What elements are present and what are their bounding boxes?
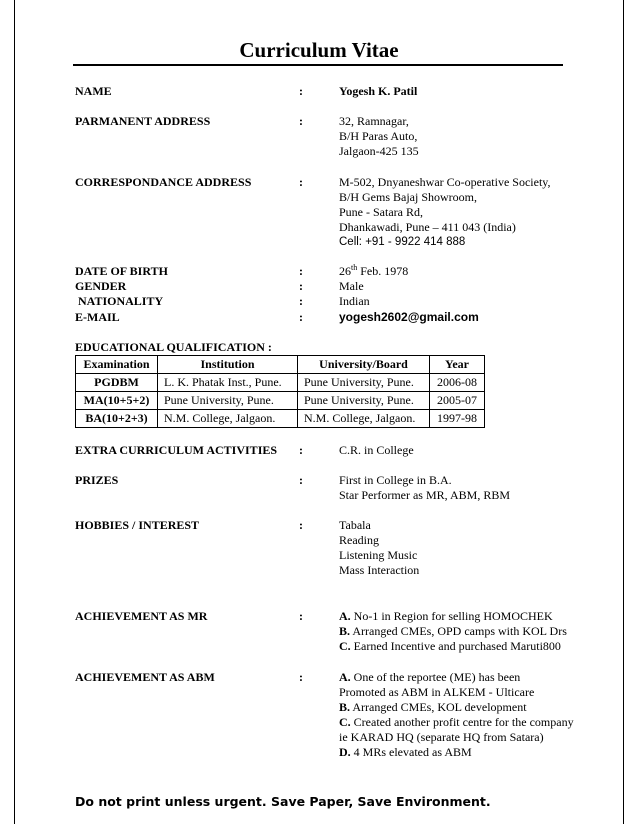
colon: :: [299, 443, 303, 457]
hobbies-value: [339, 518, 419, 578]
table-cell: Pune University, Pune.: [298, 392, 430, 410]
achievement-line: [339, 685, 574, 700]
achievement-abm-label: ACHIEVEMENT AS ABM: [75, 670, 215, 684]
achievement-mr-label: ACHIEVEMENT AS MR: [75, 609, 208, 623]
name-label: NAME: [75, 84, 112, 98]
address-line: Jalgaon-425 135: [339, 144, 419, 158]
hobby-line: Tabala: [339, 518, 371, 532]
table-cell: Pune University, Pune.: [158, 392, 298, 410]
table-cell: N.M. College, Jalgaon.: [158, 410, 298, 428]
email-label: E-MAIL: [75, 310, 120, 324]
achievement-line: [339, 745, 574, 760]
table-header-row: [76, 356, 485, 374]
colon: :: [299, 473, 303, 487]
prize-line: First in College in B.A.: [339, 473, 452, 487]
hobby-line: Reading: [339, 533, 379, 547]
item-prefix: C.: [339, 639, 351, 653]
dob-rest: Feb. 1978: [357, 264, 409, 278]
table-cell: 2005-07: [430, 392, 485, 410]
achievement-line: [339, 670, 574, 685]
item-text: Created another profit centre for the company: [350, 715, 574, 729]
table-row: [76, 374, 485, 392]
extra-curricular-value: C.R. in College: [339, 443, 414, 457]
dob-suffix: th: [351, 263, 358, 272]
item-prefix: B.: [339, 700, 351, 714]
dob-value: [339, 264, 408, 279]
address-line: 32, Ramnagar,: [339, 114, 409, 128]
cv-page: [14, 0, 624, 824]
achievement-line: [339, 624, 567, 639]
item-prefix: B.: [339, 624, 351, 638]
gender-label: GENDER: [75, 279, 127, 293]
name-value: Yogesh K. Patil: [339, 84, 418, 98]
table-cell: BA(10+2+3): [76, 410, 158, 428]
item-text: Arranged CMEs, KOL development: [350, 700, 527, 714]
table-cell: 1997-98: [430, 410, 485, 428]
achievement-line: [339, 639, 567, 654]
address-line: M-502, Dnyaneshwar Co-operative Society,: [339, 175, 551, 189]
table-row: [76, 392, 485, 410]
table-cell: N.M. College, Jalgaon.: [298, 410, 430, 428]
nationality-value: Indian: [339, 294, 370, 308]
item-prefix: D.: [339, 745, 351, 759]
colon: :: [299, 84, 303, 98]
item-text: 4 MRs elevated as ABM: [350, 745, 472, 759]
hobby-line: Listening Music: [339, 548, 418, 562]
colon: :: [299, 294, 303, 308]
correspondence-address-value: [339, 175, 551, 250]
colon: :: [299, 310, 303, 324]
item-text: One of the reportee (ME) has been: [350, 670, 521, 684]
column-header: Year: [430, 356, 485, 374]
item-text: ie KARAD HQ (separate HQ from Satara): [339, 730, 544, 744]
table-cell: L. K. Phatak Inst., Pune.: [158, 374, 298, 392]
table-row: [76, 410, 485, 428]
dob-day: 26: [339, 264, 351, 278]
page-title: Curriculum Vitae: [239, 38, 399, 62]
permanent-address-label: PARMANENT ADDRESS: [75, 114, 211, 128]
cell-number: Cell: +91 - 9922 414 888: [339, 236, 466, 248]
item-text: Promoted as ABM in ALKEM - Ulticare: [339, 685, 535, 699]
prize-line: Star Performer as MR, ABM, RBM: [339, 488, 510, 502]
gender-value: Male: [339, 279, 364, 293]
title-underline: [73, 64, 563, 66]
hobby-line: Mass Interaction: [339, 563, 420, 577]
achievement-mr-value: [339, 609, 567, 654]
colon: :: [299, 114, 303, 128]
table-cell: MA(10+5+2): [76, 392, 158, 410]
item-text: Arranged CMEs, OPD camps with KOL Drs: [350, 624, 567, 638]
address-line: Dhankawadi, Pune – 411 043 (India): [339, 220, 516, 234]
education-table: [75, 355, 485, 428]
achievement-line: [339, 609, 567, 624]
address-line: B/H Paras Auto,: [339, 129, 418, 143]
column-header: Institution: [158, 356, 298, 374]
nationality-label: NATIONALITY: [75, 294, 164, 308]
education-heading: EDUCATIONAL QUALIFICATION :: [75, 340, 272, 354]
address-line: B/H Gems Bajaj Showroom,: [339, 190, 477, 204]
prizes-value: [339, 473, 510, 503]
colon: :: [299, 279, 303, 293]
colon: :: [299, 609, 303, 623]
item-prefix: A.: [339, 609, 351, 623]
dob-label: DATE OF BIRTH: [75, 264, 168, 278]
item-prefix: C.: [339, 715, 351, 729]
achievement-line: [339, 715, 574, 730]
achievement-abm-value: [339, 670, 574, 760]
address-line: Pune - Satara Rd,: [339, 205, 423, 219]
achievement-line: [339, 700, 574, 715]
extra-curricular-label: EXTRA CURRICULUM ACTIVITIES: [75, 443, 278, 457]
correspondence-address-label: CORRESPONDANCE ADDRESS: [75, 175, 252, 189]
table-cell: 2006-08: [430, 374, 485, 392]
footer-note: Do not print unless urgent. Save Paper, Save Environment.: [75, 794, 491, 809]
colon: :: [299, 670, 303, 684]
column-header: University/Board: [298, 356, 430, 374]
colon: :: [299, 518, 303, 532]
item-text: Earned Incentive and purchased Maruti800: [350, 639, 561, 653]
email-value[interactable]: yogesh2602@gmail.com: [339, 310, 479, 324]
achievement-line: [339, 730, 574, 745]
column-header: Examination: [76, 356, 158, 374]
permanent-address-value: [339, 114, 419, 159]
hobbies-label: HOBBIES / INTEREST: [75, 518, 200, 532]
colon: :: [299, 175, 303, 189]
item-text: No-1 in Region for selling HOMOCHEK: [350, 609, 553, 623]
item-prefix: A.: [339, 670, 351, 684]
table-cell: PGDBM: [76, 374, 158, 392]
table-cell: Pune University, Pune.: [298, 374, 430, 392]
prizes-label: PRIZES: [75, 473, 119, 487]
colon: :: [299, 264, 303, 278]
